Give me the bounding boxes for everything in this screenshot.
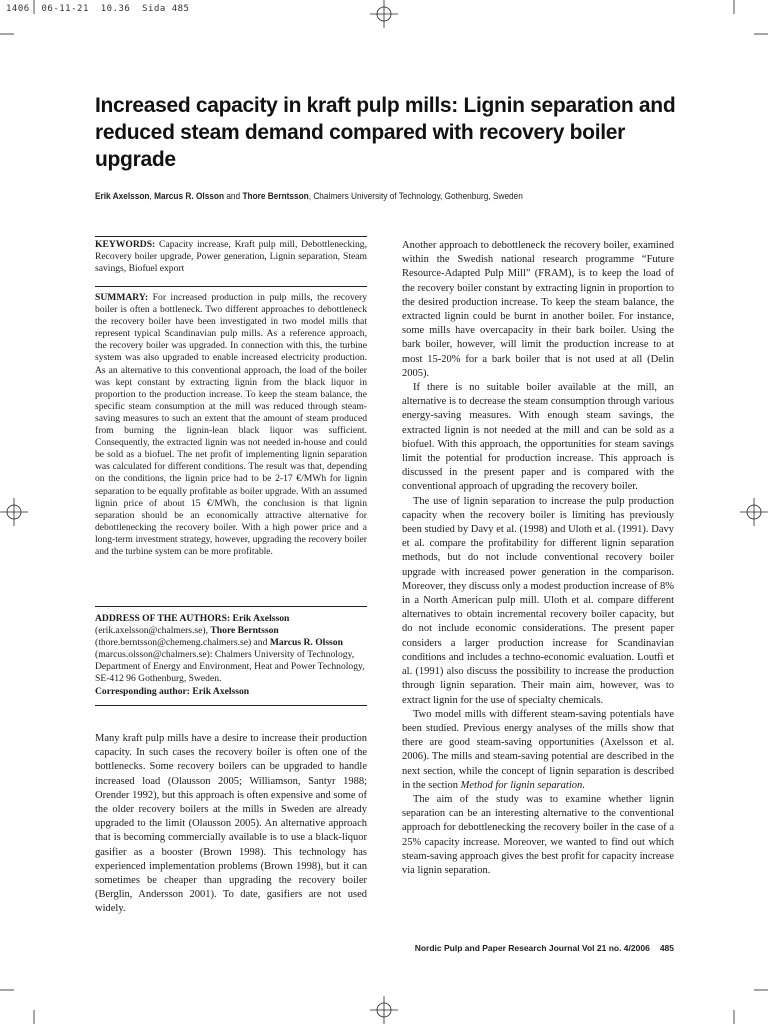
print-slug: 1406 06-11-21 10.36 Sida 485 [6,4,190,14]
summary-label: SUMMARY: [95,292,149,303]
page-footer [415,943,674,953]
registration-mark-left [0,496,30,528]
keywords-text: Capacity increase, Kraft pulp mill, Debottlenecking, Recovery boiler upgrade, Power generation, Lignin separation, Steam savings, Biofuel export [95,239,367,275]
introduction-column-left [95,732,367,917]
author-line [95,191,647,201]
journal-citation: Nordic Pulp and Paper Research Journal Vol 21 no. 4/2006 [414,943,650,953]
registration-mark-right [738,496,768,528]
address-label: ADDRESS OF THE AUTHORS: [95,613,231,624]
body-paragraph: Many kraft pulp mills have a desire to increase their production capacity. In such cases the recovery boiler is often one of the bottlenecks. Some recovery boilers can be upgraded to handle increased load (Olausson 2005; Williamson, Santyr 1988; Orender 1992), but this approach is often expensive and some of the older recovery boilers at the mills in Sweden are already upgraded to the limit (Olausson 2005). An alternative approach that is becoming commercially available is to use a black-liquor gasifier as a booster (Brown 1998). This technology has experienced implementation problems (Brown 1998), but it can sometimes be cheaper than upgrading the recovery boiler (Berglin, Andersson 2001). To date, gasifiers are not used widely. [95,733,367,915]
author-name: Marcus R. Olsson [154,191,225,201]
summary-bottom-rule [95,606,367,607]
address-author-name: Marcus R. Olsson [269,637,343,649]
address-author-name: Erik Axelsson [230,613,290,624]
article-title: Increased capacity in kraft pulp mills: Lignin separation and reduced steam demand compared with recovery boiler upgrade [95,94,676,171]
body-paragraph: Another approach to debottleneck the recovery boiler, examined within the Swedish national research programme “Future Resource-Adapted Pulp Mill” (FRAM), is to keep the load of the recovery boiler constant by extracting lignin in proportion to the desired production increase. To keep the steam balance, the extracted lignin could be burnt in another boiler. For instance, some mills have overcapacity in their bark boiler. Using the bark boiler, however, will limit the production increase to at most 15-20% for a bark boiler that is not used at all (Delin 2005). [402,240,674,379]
address-email: (erik.axelsson@chalmers.se), [95,625,211,637]
crop-mark-top-right [728,0,768,40]
author-name: Thore Berntsson [242,191,309,201]
body-paragraph: If there is no suitable boiler available at the mill, an alternative is to decrease the steam consumption through various energy-saving measures. With enough steam savings, the extracted lignin is not needed at the mill and can be sold as a biofuel. With this approach, the opportunities for steam savings limit the potential for production increase. This approach is discussed in the present paper and is compared with the conventional approach of upgrading the recovery boiler. [402,382,674,493]
author-separator: , [149,191,155,201]
paragraph-end: . [582,779,585,791]
registration-mark-top [368,0,400,30]
registration-mark-bottom [368,994,400,1024]
crop-mark-bottom-left [0,984,40,1024]
address-email: (thore.berntsson@chemeng.chalmers.se) and [95,637,270,649]
page-number: 485 [659,943,674,953]
address-bottom-rule [95,705,367,706]
crop-mark-top-left [0,0,40,40]
keywords-top-rule [95,236,367,237]
address-block [95,613,367,698]
keywords-block [95,239,367,275]
author-name: Erik Axelsson [95,191,150,201]
keywords-label: KEYWORDS: [95,239,156,250]
author-affiliation: , Chalmers University of Technology, Gothenburg, Sweden [308,191,523,201]
introduction-column-right [402,239,674,878]
paragraph-text: Two model mills with different steam-saving potentials have been studied. Previous energy analyses of the mills show that there are good steam-saving opportunities (Axelsson et al. 2006). The mills and steam-saving potential are described in the next section, while the concept of lignin separation is described in the section [402,708,674,791]
keywords-bottom-rule [95,286,367,287]
summary-text: For increased production in pulp mills, the recovery boiler is often a bottleneck. Two different approaches to debottleneck the recovery boiler have been investigated in two model mills that represent typical Scandinavian pulp mills. As a reference approach, the recovery boiler was upgraded. In connection with this, the turbine system was also upgraded to enable increased electricity production. As an alternative to this conventional approach, the load of the boiler was kept constant by extracting lignin from the black liquor in proportion to the production increase. To keep the steam balance, the specific steam consumption at the mill was reduced through steam-saving measures to such an extent that the amount of steam produced from burning the lignin-lean black liquor was sufficient. Consequently, the extracted lignin was not needed in-house and could be sold as a biofuel. The net profit of implementing lignin separation was calculated for different conditions. The result was that, depending on the conditions, the lignin price had to be 2-17 €/MWh for lignin separation to be equally profitable as boiler upgrade. With an assumed lignin price of about 15 €/MWh, the conclusion is that lignin separation should be an economically attractive alternative for debottlenecking the recovery boiler. With a high power price and a long-term investment strategy, however, upgrading the recovery boiler and the turbine system can be more profitable. [95,292,367,557]
summary-block [95,292,367,558]
author-separator: and [224,191,243,201]
body-paragraph [402,708,674,793]
crop-mark-bottom-right [728,984,768,1024]
address-author-name: Thore Berntsson [210,625,279,637]
section-reference: Method for lignin separation [460,779,583,791]
corresponding-author: Corresponding author: Erik Axelsson [95,685,250,697]
body-paragraph: The aim of the study was to examine whether lignin separation can be an interesting alternative to the conventional approach for debottlenecking the recovery boiler in the case of a 25% capacity increase. Moreover, we wanted to find out which steam-saving approach gives the best profit for capacity increase via lignin separation. [402,793,674,876]
address-details: (marcus.olsson@chalmers.se): Chalmers University of Technology, Department of Energy and Environment, Heat and Power Technology, SE-412 96 Gothenburg, Sweden. [95,649,365,685]
body-paragraph: The use of lignin separation to increase the pulp production capacity when the recovery boiler is limiting has previously been studied by Davy et al. (1998) and Uloth et al. (1991). Davy et al. compare the profitability for different lignin separation methods, but do not include conventional recovery boiler upgrade with increased power generation in the comparison. Moreover, they discuss only a modest production increase of 8% in a North American pulp mill. Uloth et al. compare different alternatives to obtain incremental recovery boiler capacity, but do not include economic considerations. The present paper considers a larger production increase for Scandinavian conditions and includes a techno-economic evaluation. Loutfi et al. (1991) also discuss the possibility to increase the production through lignin separation. Their main aim, however, was to extract lignin for the use of specialty chemicals. [402,495,674,706]
